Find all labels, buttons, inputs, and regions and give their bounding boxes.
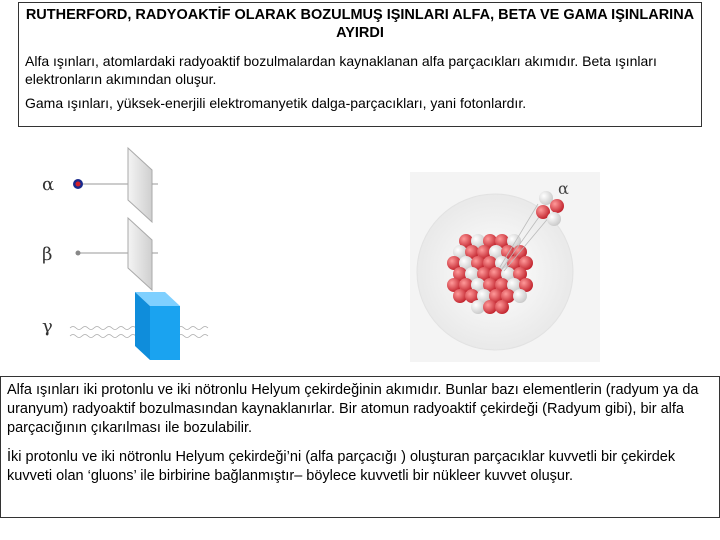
lead-block-side	[150, 306, 180, 360]
gamma-label: γ	[42, 316, 53, 337]
nucleon	[513, 289, 527, 303]
helium-nucleus-description: İki protonlu ve iki nötronlu Helyum çekirdeği’ni (alfa parçacığı ) oluşturan parçacıklar kuvvetli bir çekirdek kuvveti olan ‘gluons’ ile birbirine bağlanmıştır– böylece kuvvetli bir nükleer kuvvet oluşur.	[7, 449, 676, 484]
aluminium-plate	[128, 218, 152, 290]
nucleus-diagram	[410, 172, 600, 362]
paper-plate	[128, 148, 152, 222]
nucleon	[471, 300, 485, 314]
alpha-label-right: α	[558, 179, 569, 198]
nucleon	[483, 300, 497, 314]
header-box	[18, 2, 702, 127]
page-title: RUTHERFORD, RADYOAKTİF OLARAK BOZULMUŞ IŞINLARI ALFA, BETA VE GAMA IŞINLARINA AYIRDI	[25, 7, 695, 41]
nucleon	[453, 289, 467, 303]
beta-particle	[76, 251, 81, 256]
beta-label: β	[42, 244, 53, 265]
penetration-diagram	[30, 140, 230, 375]
alpha-beta-paragraph: Alfa ışınları, atomlardaki radyoaktif bozulmalardan kaynaklanan alfa parçacıkları akımıdır. Beta ışınları elektronların akımından oluşur.	[25, 53, 657, 87]
alpha-description: Alfa ışınları iki protonlu ve iki nötronlu Helyum çekirdeğinin akımıdır. Bunlar bazı elementlerin (radyum ya da uranyum) radyoaktif bozulmasından kaynaklanırlar. Bir atomun radyoaktif çekirdeği (Radyum gibi), bir alfa parçacığının çıkarılması ile bozulabilir.	[7, 382, 699, 436]
nucleus	[447, 234, 533, 314]
nucleon	[495, 300, 509, 314]
alpha-label: α	[42, 174, 55, 195]
footer-box	[0, 376, 720, 518]
gamma-paragraph: Gama ışınları, yüksek-enerjili elektromanyetik dalga-parçacıkları, yani fotonlardır.	[25, 95, 527, 111]
